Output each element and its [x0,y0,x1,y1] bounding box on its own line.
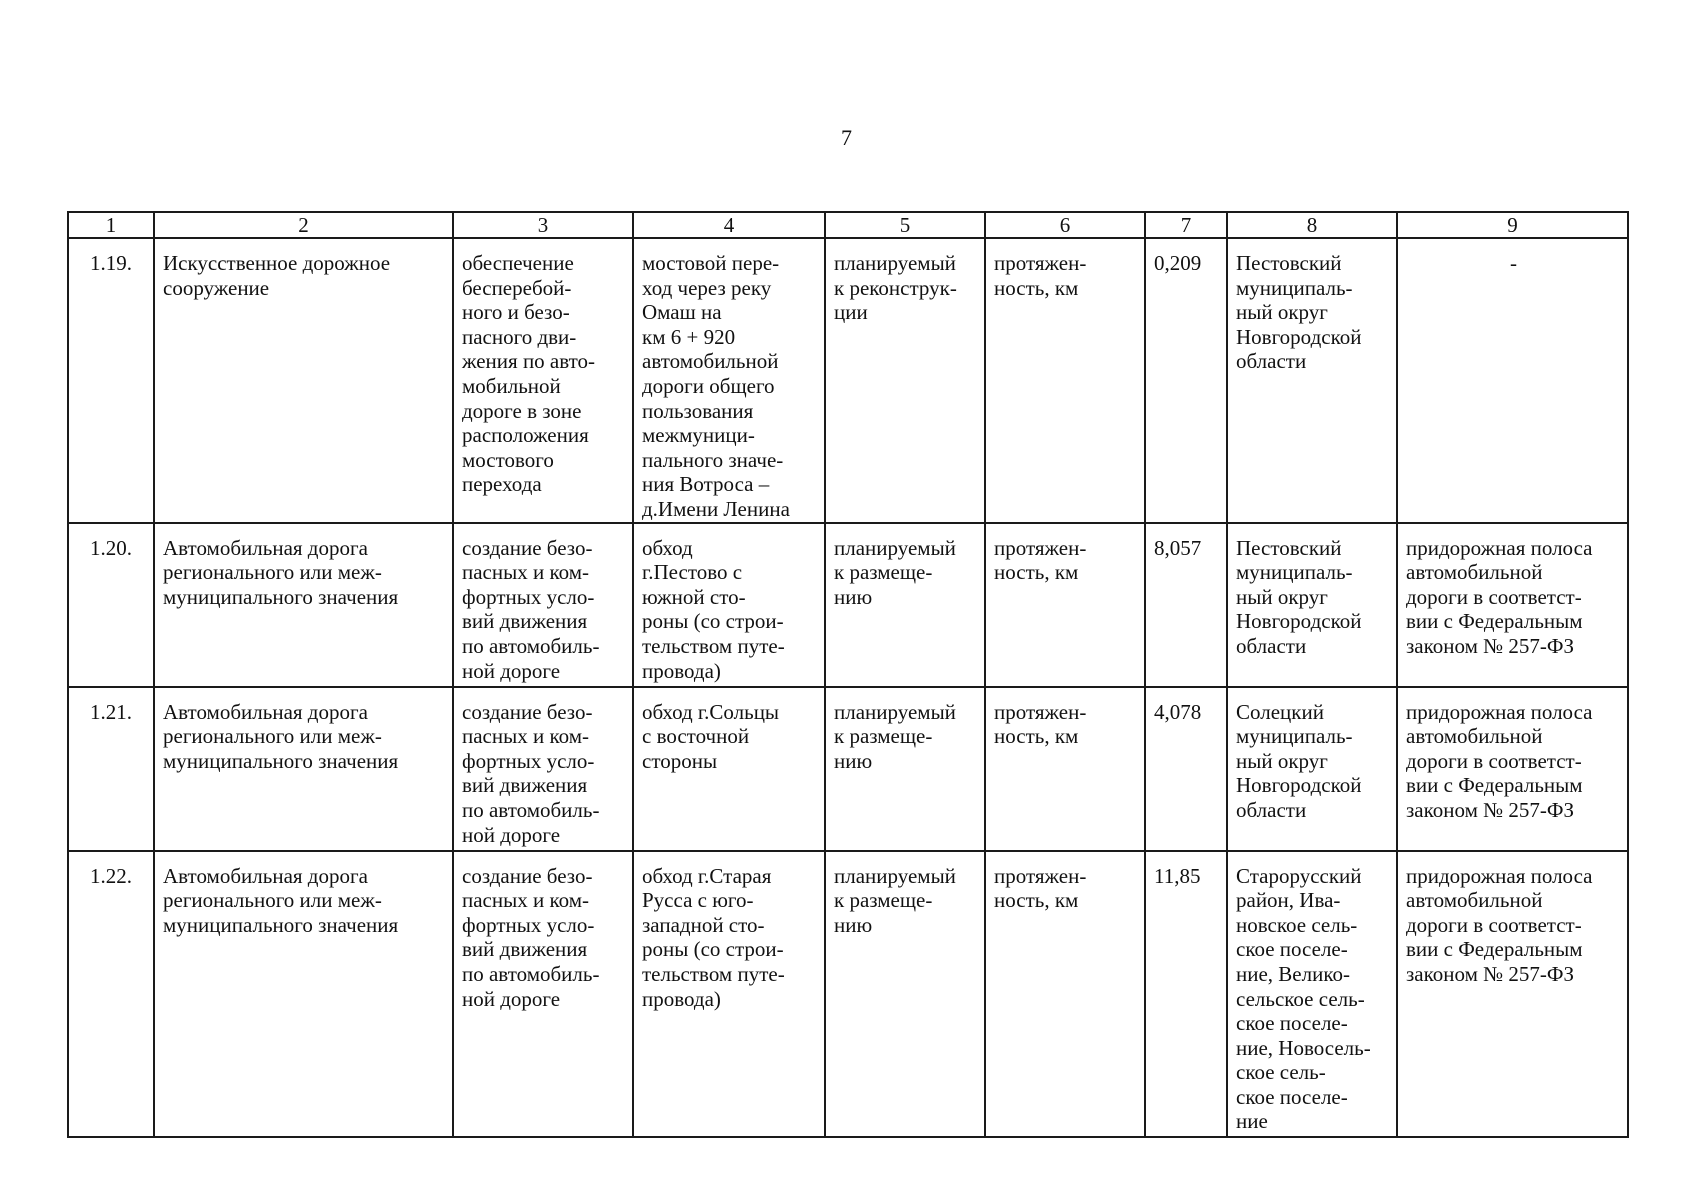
objects-table [67,211,1629,1138]
object-name-cell: Автомобильная дорога регионального или меж- муниципального значения [154,851,453,1137]
district-cell: Пестовский муниципаль- ный округ Новгородской области [1227,523,1397,687]
location-cell: мостовой пере- ход через реку Омаш на км 6 + 920 автомобильной дороги общего пользования межмуници- пального значе- ния Вотроса – д.Имени Ленина [633,238,825,523]
value-cell: 8,057 [1145,523,1227,687]
column-header: 5 [825,212,985,238]
status-cell: планируемый к размеще- нию [825,687,985,851]
zone-cell: придорожная полоса автомобильной дороги в соответст- вии с Федеральным законом № 257-ФЗ [1397,687,1628,851]
status-cell: планируемый к размеще- нию [825,523,985,687]
table-row [68,687,1628,851]
value-cell: 0,209 [1145,238,1227,523]
object-name-cell: Автомобильная дорога регионального или меж- муниципального значения [154,523,453,687]
object-name-cell: Искусственное дорожное сооружение [154,238,453,523]
column-header: 6 [985,212,1145,238]
characteristic-cell: протяжен- ность, км [985,851,1145,1137]
value-cell: 4,078 [1145,687,1227,851]
status-cell: планируемый к размеще- нию [825,851,985,1137]
characteristic-cell: протяжен- ность, км [985,238,1145,523]
zone-cell: придорожная полоса автомобильной дороги в соответст- вии с Федеральным законом № 257-ФЗ [1397,523,1628,687]
table-row [68,851,1628,1137]
table-row [68,523,1628,687]
value-cell: 11,85 [1145,851,1227,1137]
column-header: 4 [633,212,825,238]
characteristic-cell: протяжен- ность, км [985,523,1145,687]
table-row [68,238,1628,523]
district-cell: Пестовский муниципаль- ный округ Новгородской области [1227,238,1397,523]
district-cell: Солецкий муниципаль- ный округ Новгородской области [1227,687,1397,851]
location-cell: обход г.Пестово с южной сто- роны (со строи- тельством путе- провода) [633,523,825,687]
purpose-cell: создание безо- пасных и ком- фортных усло- вий движения по автомобиль- ной дороге [453,523,633,687]
purpose-cell: создание безо- пасных и ком- фортных усло- вий движения по автомобиль- ной дороге [453,851,633,1137]
header-row [68,212,1628,238]
column-header: 1 [68,212,154,238]
purpose-cell: обеспечение бесперебой- ного и безо- пасного дви- жения по авто- мобильной дороге в зоне расположения мостового перехода [453,238,633,523]
purpose-cell: создание безо- пасных и ком- фортных усло- вий движения по автомобиль- ной дороге [453,687,633,851]
zone-cell: - [1397,238,1628,523]
zone-cell: придорожная полоса автомобильной дороги в соответст- вии с Федеральным законом № 257-ФЗ [1397,851,1628,1137]
column-header: 3 [453,212,633,238]
row-number-cell: 1.22. [68,851,154,1137]
row-number-cell: 1.21. [68,687,154,851]
column-header: 9 [1397,212,1628,238]
column-header: 2 [154,212,453,238]
status-cell: планируемый к реконструк- ции [825,238,985,523]
row-number-cell: 1.20. [68,523,154,687]
page-number: 7 [841,125,852,150]
row-number-cell: 1.19. [68,238,154,523]
column-header: 8 [1227,212,1397,238]
characteristic-cell: протяжен- ность, км [985,687,1145,851]
column-header: 7 [1145,212,1227,238]
object-name-cell: Автомобильная дорога регионального или меж- муниципального значения [154,687,453,851]
district-cell: Старорусский район, Ива- новское сель- ское поселе- ние, Велико- сельское сель- ское поселе- ние, Новосель- ское сель- ское поселе- ние [1227,851,1397,1137]
location-cell: обход г.Старая Русса с юго- западной сто- роны (со строи- тельством путе- провода) [633,851,825,1137]
location-cell: обход г.Сольцы с восточной стороны [633,687,825,851]
